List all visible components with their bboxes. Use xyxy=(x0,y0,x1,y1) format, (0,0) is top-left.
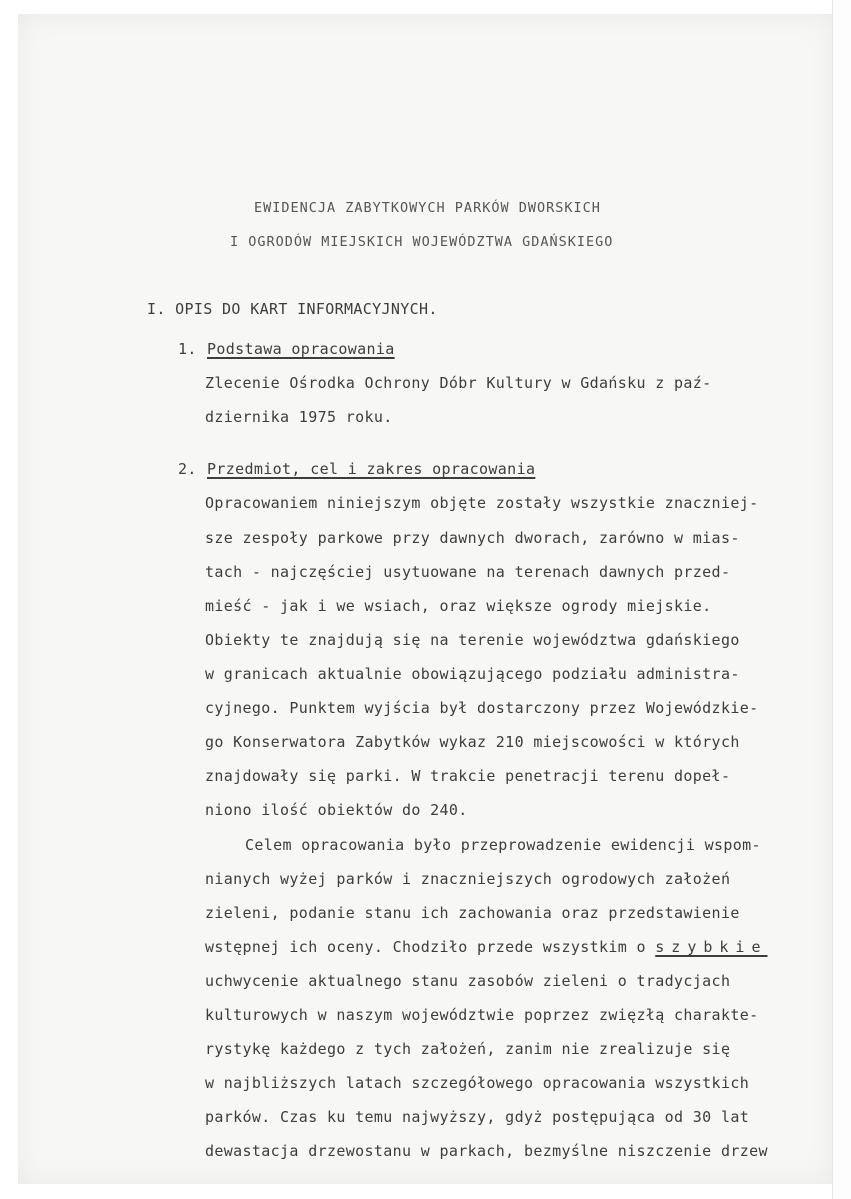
section-heading: I. OPIS DO KART INFORMACYJNYCH. xyxy=(147,300,438,318)
body-line: zieleni, podanie stanu ich zachowania oraz przedstawienie xyxy=(205,904,740,922)
body-line: kulturowych w naszym województwie poprzez zwięzłą charakte- xyxy=(205,1006,759,1024)
body-line: Zlecenie Ośrodka Ochrony Dóbr Kultury w Gdańsku z paź- xyxy=(205,374,712,392)
document-title-line-1: EWIDENCJA ZABYTKOWYCH PARKÓW DWORSKICH xyxy=(254,200,601,216)
body-line: Opracowaniem niniejszym objęte zostały wszystkie znaczniej- xyxy=(205,494,759,512)
body-line: dziernika 1975 roku. xyxy=(205,408,393,426)
paper-edge xyxy=(832,0,851,1199)
body-text: wstępnej ich oceny. Chodziło przede wszystkim o xyxy=(205,938,656,956)
body-line: tach - najczęściej usytuowane na terenach dawnych przed- xyxy=(205,563,731,581)
body-line: cyjnego. Punktem wyjścia był dostarczony przez Wojewódzkie- xyxy=(205,699,759,717)
body-line: go Konserwatora Zabytków wykaz 210 miejscowości w których xyxy=(205,733,740,751)
body-line: dewastacja drzewostanu w parkach, bezmyślne niszczenie drzew xyxy=(205,1142,768,1160)
body-line: mieść - jak i we wsiach, oraz większe ogrody miejskie. xyxy=(205,597,712,615)
body-line: w granicach aktualnie obowiązującego podziału administra- xyxy=(205,665,740,683)
body-line: parków. Czas ku temu najwyższy, gdyż postępująca od 30 lat xyxy=(205,1108,750,1126)
document-title-line-2: I OGRODÓW MIEJSKICH WOJEWÓDZTWA GDAŃSKIEGO xyxy=(230,234,614,250)
body-line: Celem opracowania było przeprowadzenie ewidencji wspom- xyxy=(245,836,761,854)
body-line: uchwycenie aktualnego stanu zasobów zieleni o tradycjach xyxy=(205,972,731,990)
body-line: w najbliższych latach szczegółowego opracowania wszystkich xyxy=(205,1074,750,1092)
emphasized-word: szybkie xyxy=(655,938,768,956)
body-line: nianych wyżej parków i znaczniejszych ogrodowych założeń xyxy=(205,870,731,888)
item-number: 2. xyxy=(178,460,197,478)
item-number: 1. xyxy=(178,340,197,358)
body-line: Obiekty te znajdują się na terenie województwa gdańskiego xyxy=(205,631,740,649)
body-line xyxy=(205,938,768,956)
item-heading: Podstawa opracowania xyxy=(207,340,395,358)
item-heading: Przedmiot, cel i zakres opracowania xyxy=(207,460,536,478)
body-line: sze zespoły parkowe przy dawnych dworach, zarówno w mias- xyxy=(205,529,740,547)
body-line: rystykę każdego z tych założeń, zanim nie zrealizuje się xyxy=(205,1040,731,1058)
body-line: znajdowały się parki. W trakcie penetracji terenu dopeł- xyxy=(205,767,731,785)
body-line: niono ilość obiektów do 240. xyxy=(205,801,468,819)
